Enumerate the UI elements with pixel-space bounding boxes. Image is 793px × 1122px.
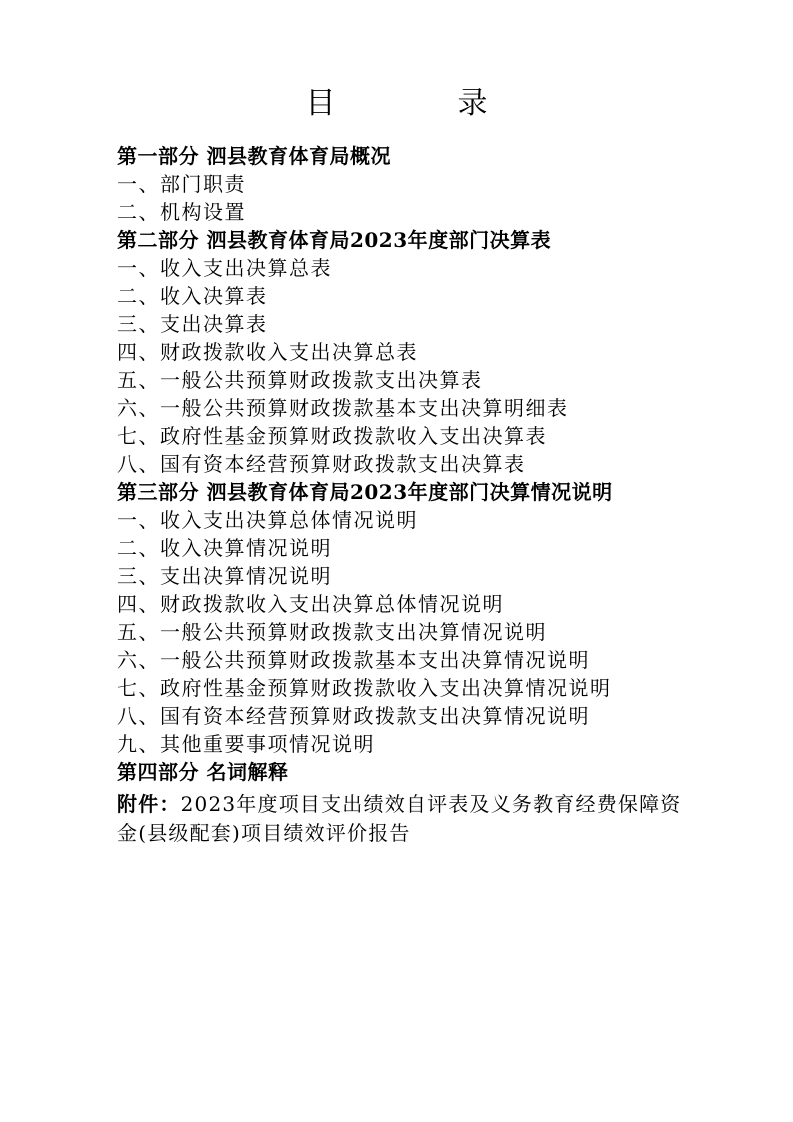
- toc-item: 九、其他重要事项情况说明: [117, 732, 375, 756]
- toc-item: 七、政府性基金预算财政拨款收入支出决算表: [117, 424, 547, 448]
- toc-item: 一、收入支出决算总体情况说明: [117, 508, 418, 532]
- toc-item: 四、财政拨款收入支出决算总体情况说明: [117, 592, 504, 616]
- toc-item: 五、一般公共预算财政拨款支出决算表: [117, 368, 483, 392]
- toc-part-heading: 第四部分 名词解释: [117, 760, 289, 784]
- annex-label: 附件：: [117, 792, 181, 816]
- page-title: 目 录: [305, 86, 534, 121]
- toc-item: 三、支出决算表: [117, 312, 268, 336]
- toc-item: 一、部门职责: [117, 172, 246, 196]
- toc-part-heading: 第三部分 泗县教育体育局2023年度部门决算情况说明: [117, 480, 613, 504]
- toc-item: 二、机构设置: [117, 200, 246, 224]
- toc-item: 二、收入决算情况说明: [117, 536, 332, 560]
- toc-part-heading: 第二部分 泗县教育体育局2023年度部门决算表: [117, 228, 552, 252]
- toc-item: 二、收入决算表: [117, 284, 268, 308]
- toc-item: 八、国有资本经营预算财政拨款支出决算情况说明: [117, 704, 590, 728]
- toc-item: 一、收入支出决算总表: [117, 256, 332, 280]
- toc-item: 六、一般公共预算财政拨款基本支出决算明细表: [117, 396, 569, 420]
- annex-note: [117, 790, 697, 848]
- toc-item: 八、国有资本经营预算财政拨款支出决算表: [117, 452, 526, 476]
- table-of-contents: [117, 142, 717, 786]
- toc-part-heading: 第一部分 泗县教育体育局概况: [117, 144, 391, 168]
- toc-item: 四、财政拨款收入支出决算总表: [117, 340, 418, 364]
- toc-item: 五、一般公共预算财政拨款支出决算情况说明: [117, 620, 547, 644]
- toc-item: 七、政府性基金预算财政拨款收入支出决算情况说明: [117, 676, 612, 700]
- toc-item: 六、一般公共预算财政拨款基本支出决算情况说明: [117, 648, 590, 672]
- annex-text: 2023年度项目支出绩效自评表及义务教育经费保障资金(县级配套)项目绩效评价报告: [117, 792, 682, 845]
- toc-item: 三、支出决算情况说明: [117, 564, 332, 588]
